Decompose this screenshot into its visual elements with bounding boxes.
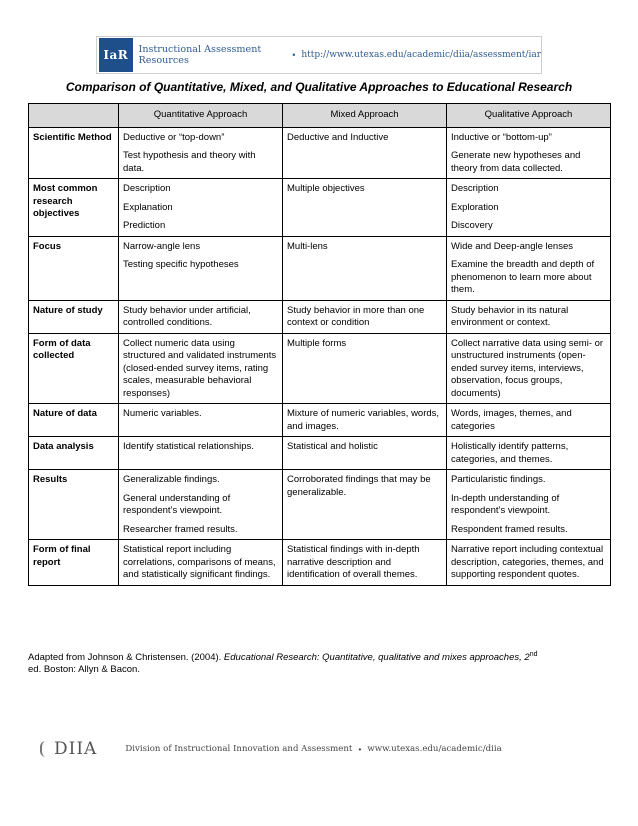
cell-text: Description [123, 183, 171, 194]
cell-qualitative [447, 333, 611, 404]
row-label: Most common research objectives [29, 179, 119, 237]
column-header-qualitative: Qualitative Approach [447, 104, 611, 128]
cell-mixed [283, 404, 447, 437]
cell-qualitative [447, 300, 611, 333]
cell-mixed [283, 540, 447, 586]
footer-division-name: Division of Instructional Innovation and Assessment [125, 744, 353, 754]
diia-logo [40, 739, 97, 759]
cell-mixed [283, 437, 447, 470]
footer-url[interactable]: www.utexas.edu/academic/diia [367, 744, 502, 754]
table-body [29, 127, 611, 585]
citation-book-title: Educational Research: Quantitative, qualitative and mixes approaches, 2 [223, 652, 530, 664]
row-label: Focus [29, 236, 119, 300]
cell-mixed [283, 127, 447, 179]
cell-text: Exploration [451, 201, 499, 213]
table-row [29, 127, 611, 179]
table-header-row [29, 104, 611, 128]
footer-separator: • [358, 744, 362, 754]
cell-qualitative [447, 404, 611, 437]
cell-text: Statistical report including correlations, comparisons of means, and statistically significant findings. [123, 544, 276, 580]
cell-text: General understanding of respondent’s viewpoint. [123, 492, 231, 516]
cell-quantitative [119, 470, 283, 540]
cell-qualitative [447, 540, 611, 586]
cell-text: Inductive or “bottom-up” [451, 131, 552, 143]
citation-suffix: ed. Boston: Allyn & Bacon. [28, 664, 140, 676]
banner-url[interactable]: http://www.utexas.edu/academic/diia/assessment/iar [301, 50, 541, 60]
table-row [29, 333, 611, 404]
banner-separator: • [292, 50, 296, 60]
iar-logo-text: IaR [103, 48, 129, 62]
cell-quantitative [119, 404, 283, 437]
diia-logo-text: DIIA [54, 739, 98, 759]
cell-quantitative [119, 300, 283, 333]
cell-text: Statistical and holistic [287, 441, 378, 452]
cell-text: Prediction [123, 220, 166, 231]
citation-superscript: nd [529, 651, 538, 658]
cell-text: Numeric variables. [123, 408, 202, 419]
cell-quantitative [119, 333, 283, 404]
cell-text: Researcher framed results. [123, 523, 238, 535]
cell-text: Wide and Deep-angle lenses [451, 240, 573, 252]
cell-text: Explanation [123, 201, 173, 213]
cell-quantitative [119, 179, 283, 237]
row-label: Nature of study [29, 300, 119, 333]
cell-text: Statistical findings with in-depth narrative description and identification of overall themes. [287, 544, 420, 580]
cell-text: Generate new hypotheses and theory from data collected. [451, 150, 581, 174]
cell-text: Study behavior in its natural environment or context. [451, 304, 569, 328]
cell-text: Multi-lens [287, 240, 328, 252]
cell-text: Study behavior under artificial, controlled conditions. [123, 304, 251, 328]
cell-text: Generalizable findings. [123, 474, 220, 485]
header-banner [96, 36, 542, 74]
cell-text: Narrative report including contextual description, categories, themes, and supporting respondent quotes. [451, 544, 604, 580]
cell-quantitative [119, 127, 283, 179]
table-row [29, 236, 611, 300]
row-label: Scientific Method [29, 127, 119, 179]
cell-text: Collect numeric data using structured and validated instruments (closed-ended survey items, rating scales, measurable behavioral responses) [123, 337, 277, 399]
cell-quantitative [119, 540, 283, 586]
cell-text: Deductive and Inductive [287, 131, 389, 143]
comparison-table [28, 103, 611, 586]
cell-mixed [283, 300, 447, 333]
table-row [29, 437, 611, 470]
page-title: Comparison of Quantitative, Mixed, and Qualitative Approaches to Educational Research [65, 80, 573, 94]
cell-qualitative [447, 236, 611, 300]
cell-text: Testing specific hypotheses [123, 259, 239, 270]
cell-text: Study behavior in more than one context or condition [287, 304, 425, 328]
row-label: Nature of data [29, 404, 119, 437]
cell-mixed [283, 179, 447, 237]
cell-mixed [283, 333, 447, 404]
cell-text: Deductive or “top-down” [123, 131, 225, 143]
cell-text: Holistically identify patterns, categories, and themes. [451, 441, 569, 465]
cell-text: Particularistic findings. [451, 474, 546, 485]
table-row [29, 300, 611, 333]
cell-mixed [283, 470, 447, 540]
row-label: Data analysis [29, 437, 119, 470]
table-row [29, 470, 611, 540]
cell-text: Corroborated findings that may be generalizable. [287, 474, 431, 498]
row-label: Form of data collected [29, 333, 119, 404]
citation-footnote [28, 649, 613, 676]
cell-text: Description [451, 183, 499, 194]
cell-text: Narrow-angle lens [123, 240, 201, 252]
cell-text: Collect narrative data using semi- or unstructured instruments (open-ended survey items, interviews, observation, focus groups, documents) [451, 337, 604, 399]
footer-banner [40, 738, 600, 760]
row-label: Form of final report [29, 540, 119, 586]
table-corner-cell [29, 104, 119, 128]
diia-mark-icon [40, 741, 52, 757]
table-row [29, 404, 611, 437]
cell-quantitative [119, 236, 283, 300]
iar-logo [99, 38, 133, 72]
cell-qualitative [447, 179, 611, 237]
cell-text: Words, images, themes, and categories [451, 408, 572, 432]
cell-text: Discovery [451, 220, 493, 231]
table-row [29, 179, 611, 237]
cell-text: Mixture of numeric variables, words, and images. [287, 408, 440, 432]
cell-qualitative [447, 437, 611, 470]
column-header-mixed: Mixed Approach [283, 104, 447, 128]
cell-text: Multiple forms [287, 337, 347, 349]
citation-prefix: Adapted from Johnson & Christensen. (2004). [28, 652, 224, 664]
column-header-quantitative: Quantitative Approach [119, 104, 283, 128]
cell-text: Identify statistical relationships. [123, 441, 254, 452]
cell-text: In-depth understanding of respondent’s viewpoint. [451, 492, 560, 516]
cell-text: Test hypothesis and theory with data. [123, 150, 256, 174]
cell-qualitative [447, 127, 611, 179]
cell-text: Respondent framed results. [451, 523, 568, 535]
cell-mixed [283, 236, 447, 300]
table-row [29, 540, 611, 586]
cell-qualitative [447, 470, 611, 540]
row-label: Results [29, 470, 119, 540]
cell-quantitative [119, 437, 283, 470]
banner-title: Instructional Assessment Resources [138, 44, 262, 66]
cell-text: Examine the breadth and depth of phenomenon to learn more about them. [451, 259, 595, 295]
cell-text: Multiple objectives [287, 183, 365, 194]
